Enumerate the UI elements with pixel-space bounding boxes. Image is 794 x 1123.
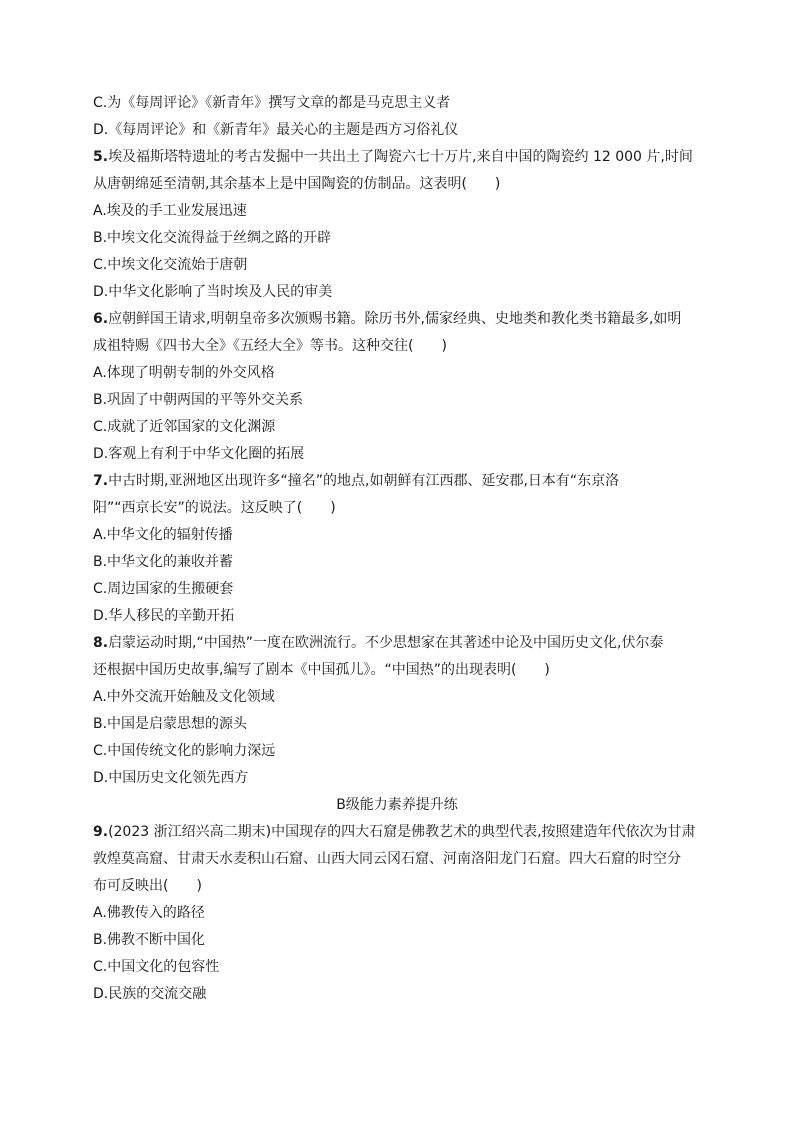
line-text: D.中华文化影响了当时埃及人民的审美 <box>93 284 333 300</box>
line-text: 阳”“西京长安”的说法。这反映了( ) <box>93 500 336 516</box>
line-text: 敦煌莫高窟、甘肃天水麦积山石窟、山西大同云冈石窟、河南洛阳龙门石窟。四大石窟的时空分 <box>93 851 681 867</box>
text-line <box>93 362 713 384</box>
line-text: 中古时期,亚洲地区出现许多“撞名”的地点,如朝鲜有江西郡、延安郡,日本有“东京洛 <box>108 473 620 489</box>
text-line <box>93 848 713 870</box>
text-line <box>93 173 713 195</box>
line-text: D.华人移民的辛勤开拓 <box>93 608 235 624</box>
question-number: 9. <box>93 824 109 840</box>
line-text: B.中国是启蒙思想的源头 <box>93 716 248 732</box>
line-text: C.中国文化的包容性 <box>93 959 220 975</box>
text-line <box>93 929 713 951</box>
text-line <box>93 335 713 357</box>
section-title: B级能力素养提升练 <box>336 797 458 813</box>
line-text: A.埃及的手工业发展迅速 <box>93 203 247 219</box>
question-stem-line <box>93 146 713 168</box>
line-text: 启蒙运动时期,“中国热”一度在欧洲流行。不少思想家在其著述中论及中国历史文化,伏尔泰 <box>108 635 664 651</box>
text-line <box>93 227 713 249</box>
text-line <box>93 443 713 465</box>
text-line <box>93 497 713 519</box>
line-text: C.中埃文化交流始于唐朝 <box>93 257 248 273</box>
text-line <box>93 713 713 735</box>
text-line <box>93 281 713 303</box>
line-text: 从唐朝绵延至清朝,其余基本上是中国陶瓷的仿制品。这表明( ) <box>93 176 501 192</box>
line-text: D.《每周评论》和《新青年》最关心的主题是西方习俗礼仪 <box>93 122 459 138</box>
text-line <box>93 524 713 546</box>
line-text: (2023 浙江绍兴高二期末)中国现存的四大石窟是佛教艺术的典型代表,按照建造年代依次为甘肃 <box>108 824 696 840</box>
line-text: A.佛教传入的路径 <box>93 905 205 921</box>
line-text: 还根据中国历史故事,编写了剧本《中国孤儿》。“中国热”的出现表明( ) <box>93 662 550 678</box>
text-line <box>93 200 713 222</box>
question-number: 7. <box>93 473 109 489</box>
line-text: C.为《每周评论》《新青年》撰写文章的都是马克思主义者 <box>93 95 451 111</box>
line-text: D.客观上有利于中华文化圈的拓展 <box>93 446 305 462</box>
question-stem-line <box>93 821 713 843</box>
line-text: B.佛教不断中国化 <box>93 932 206 948</box>
question-number: 8. <box>93 635 109 651</box>
line-text: A.中外交流开始触及文化领域 <box>93 689 275 705</box>
text-line <box>93 254 713 276</box>
text-line <box>93 92 713 114</box>
text-line <box>93 119 713 141</box>
text-line <box>93 875 713 897</box>
question-stem-line <box>93 470 713 492</box>
line-text: B.中埃文化交流得益于丝绸之路的开辟 <box>93 230 332 246</box>
line-text: C.周边国家的生搬硬套 <box>93 581 234 597</box>
line-text: B.中华文化的兼收并蓄 <box>93 554 234 570</box>
line-text: B.巩固了中朝两国的平等外交关系 <box>93 392 304 408</box>
question-stem-line <box>93 632 713 654</box>
line-text: C.中国传统文化的影响力深远 <box>93 743 276 759</box>
line-text: A.中华文化的辐射传播 <box>93 527 233 543</box>
text-line <box>93 578 713 600</box>
line-text: 布可反映出( ) <box>93 878 202 894</box>
text-line <box>93 389 713 411</box>
text-line <box>93 551 713 573</box>
question-number: 5. <box>93 149 109 165</box>
question-stem-line <box>93 308 713 330</box>
line-text: C.成就了近邻国家的文化渊源 <box>93 419 276 435</box>
text-line <box>93 659 713 681</box>
text-line <box>93 605 713 627</box>
text-line <box>93 740 713 762</box>
line-text: 成祖特赐《四书大全》《五经大全》等书。这种交往( ) <box>93 338 447 354</box>
line-text: D.民族的交流交融 <box>93 986 207 1002</box>
text-line <box>93 983 713 1005</box>
text-line <box>93 686 713 708</box>
line-text: 埃及福斯塔特遗址的考古发掘中一共出土了陶瓷六七十万片,来自中国的陶瓷约 12 000 片,时间 <box>108 149 693 165</box>
line-text: D.中国历史文化领先西方 <box>93 770 249 786</box>
line-text: A.体现了明朝专制的外交风格 <box>93 365 275 381</box>
text-line <box>93 956 713 978</box>
text-line <box>93 767 713 789</box>
line-text: 应朝鲜国王请求,明朝皇帝多次颁赐书籍。除历书外,儒家经典、史地类和教化类书籍最多,如明 <box>108 311 682 327</box>
question-number: 6. <box>93 311 109 327</box>
text-line <box>93 416 713 438</box>
text-line <box>93 902 713 924</box>
